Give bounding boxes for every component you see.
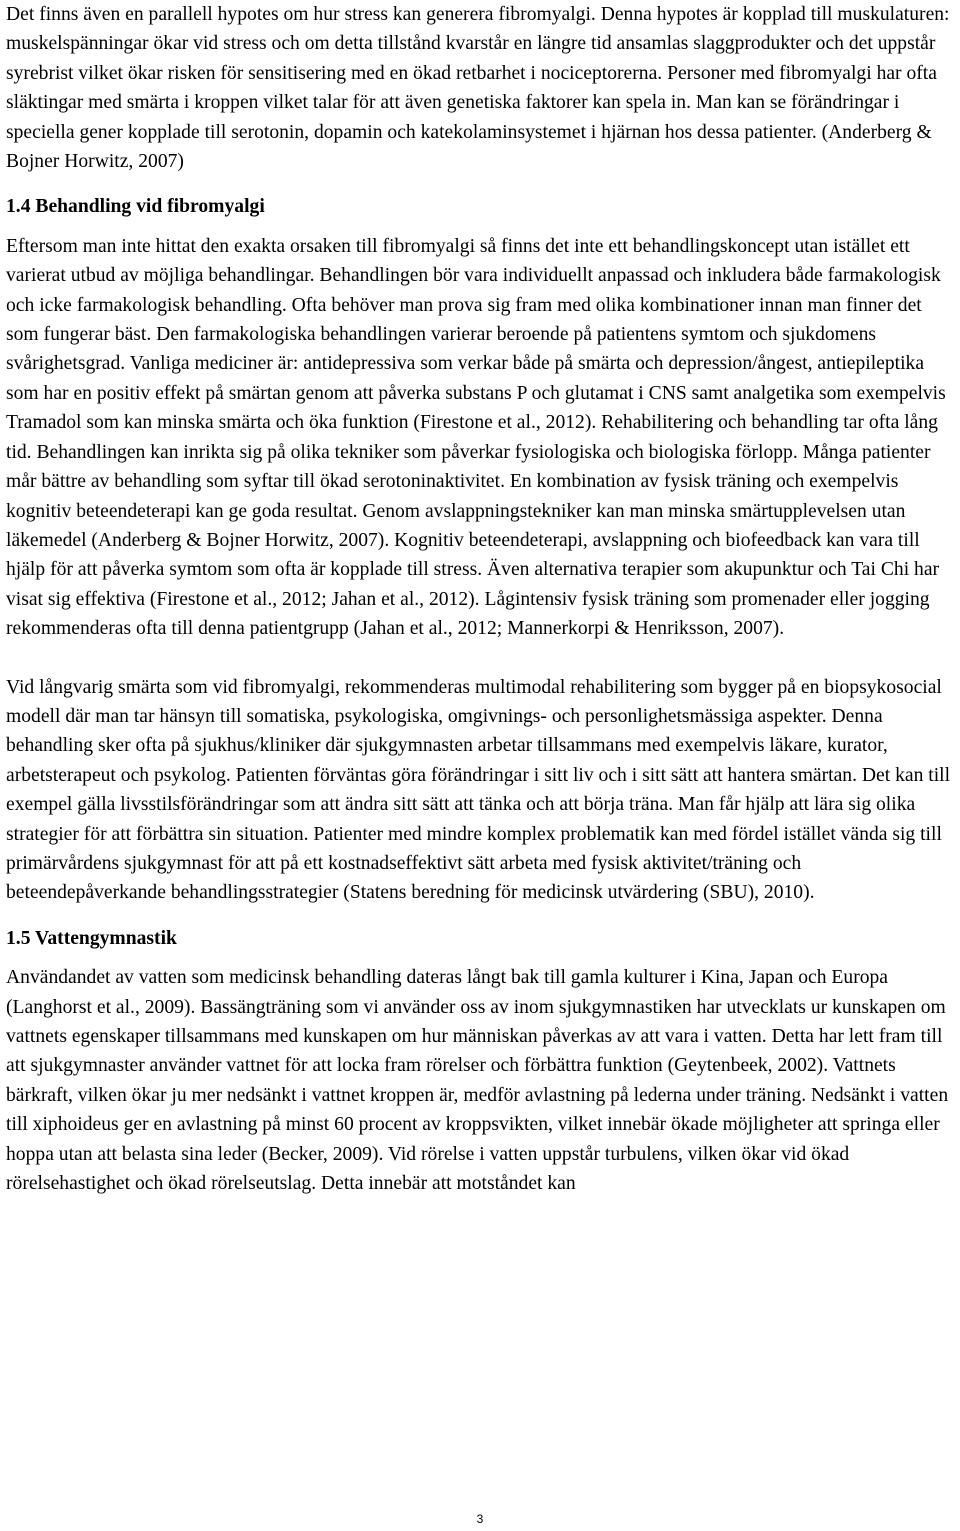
- section-heading-treatment: 1.4 Behandling vid fibromyalgi: [6, 196, 265, 218]
- paragraph-water-gymnastics: Användandet av vatten som medicinsk behandling dateras långt bak till gamla kulturer i Kina, Japan och Europa (Langhorst et al., 2009). Bassängträning som vi använder oss av inom sjukgymnastiken har utvecklats ur kunskapen om vattnets egenskaper tillsammans med kunskapen om hur människan påverkas av att vara i vatten. Detta har lett fram till att sjukgymnaster använder vattnet för att locka fram rörelser och förbättra funktion (Geytenbeek, 2002). Vattnets bärkraft, vilken ökar ju mer nedsänkt i vattnet kroppen är, medför avlastning på lederna under träning. Nedsänkt i vatten till xiphoideus ger en avlastning på minst 60 procent av kroppsvikten, vilket innebär ökade möjligheter att springa eller hoppa utan att belasta sina leder (Becker, 2009). Vid rörelse i vatten uppstår turbulens, vilken ökar vid ökad rörelsehastighet och ökad rörelseutslag. Detta innebär att motståndet kan: [6, 967, 949, 1195]
- page-number: 3: [476, 1512, 484, 1526]
- section-heading-water-gymnastics: 1.5 Vattengymnastik: [6, 927, 177, 949]
- paragraph-multimodal-rehabilitation: Vid långvarig smärta som vid fibromyalgi, rekommenderas multimodal rehabilitering som bygger på en biopsykosocial modell där man tar hänsyn till somatiska, psykologiska, omgivnings- och personlighetsmässiga aspekter. Denna behandling sker ofta på sjukhus/kliniker där sjukgymnasten arbetar tillsammans med exempelvis läkare, kurator, arbetsterapeut och psykolog. Patienten förväntas göra förändringar i sitt liv och i sitt sätt att hantera smärtan. Det kan till exempel gälla livsstilsförändringar som att ändra sitt sätt att tänka och att börja träna. Man får hjälp att lära sig olika strategier för att förbättra sin situation. Patienter med mindre komplex problematik kan med fördel istället vända sig till primärvårdens sjukgymnast för att på ett kostnadseffektivt sätt arbeta med fysisk aktivitet/träning och beteendepåverkande behandlingsstrategier (Statens beredning för medicinsk utvärdering (SBU), 2010).: [6, 676, 951, 904]
- paragraph-stress-hypothesis: Det finns även en parallell hypotes om hur stress kan generera fibromyalgi. Denna hypotes är kopplad till muskulaturen: muskelspänningar ökar vid stress och om detta tillstånd kvarstår en längre tid ansamlas slaggprodukter och det uppstår syrebrist vilket ökar risken för sensitisering med en ökad retbarhet i nociceptorerna. Personer med fibromyalgi har ofta släktingar med smärta i kroppen vilket talar för att även genetiska faktorer kan spela in. Man kan se förändringar i speciella gener kopplade till serotonin, dopamin och katekolaminsystemet i hjärnan hos dessa patienter. (Anderberg & Bojner Horwitz, 2007): [6, 4, 950, 173]
- document-page: [6, 0, 956, 1198]
- paragraph-treatment: Eftersom man inte hittat den exakta orsaken till fibromyalgi så finns det inte ett behandlingskoncept utan istället ett varierat utbud av möjliga behandlingar. Behandlingen bör vara individuellt anpassad och inkludera både farmakologisk och icke farmakologisk behandling. Ofta behöver man prova sig fram med olika kombinationer innan man finner det som fungerar bäst. Den farmakologiska behandlingen varierar beroende på patientens symtom och sjukdomens svårighetsgrad. Vanliga mediciner är: antidepressiva som verkar både på smärta och depression/ångest, antiepileptika som har en positiv effekt på smärtan genom att påverka substans P och glutamat i CNS samt analgetika som exempelvis Tramadol som kan minska smärta och öka funktion (Firestone et al., 2012). Rehabilitering och behandling tar ofta lång tid. Behandlingen kan inrikta sig på olika tekniker som påverkar fysiologiska och biologiska förlopp. Många patienter mår bättre av behandling som syftar till ökad serotoninaktivitet. En kombination av fysisk träning och exempelvis kognitiv beteendeterapi kan ge goda resultat. Genom avslappningstekniker kan man minska smärtupplevelsen utan läkemedel (Anderberg & Bojner Horwitz, 2007). Kognitiv beteendeterapi, avslappning och biofeedback kan vara till hjälp för att påverka symtom som ofta är kopplade till stress. Även alternativa terapier som akupunktur och Tai Chi har visat sig effektiva (Firestone et al., 2012; Jahan et al., 2012). Lågintensiv fysisk träning som promenader eller jogging rekommenderas ofta till denna patientgrupp (Jahan et al., 2012; Mannerkorpi & Henriksson, 2007).: [6, 235, 946, 640]
